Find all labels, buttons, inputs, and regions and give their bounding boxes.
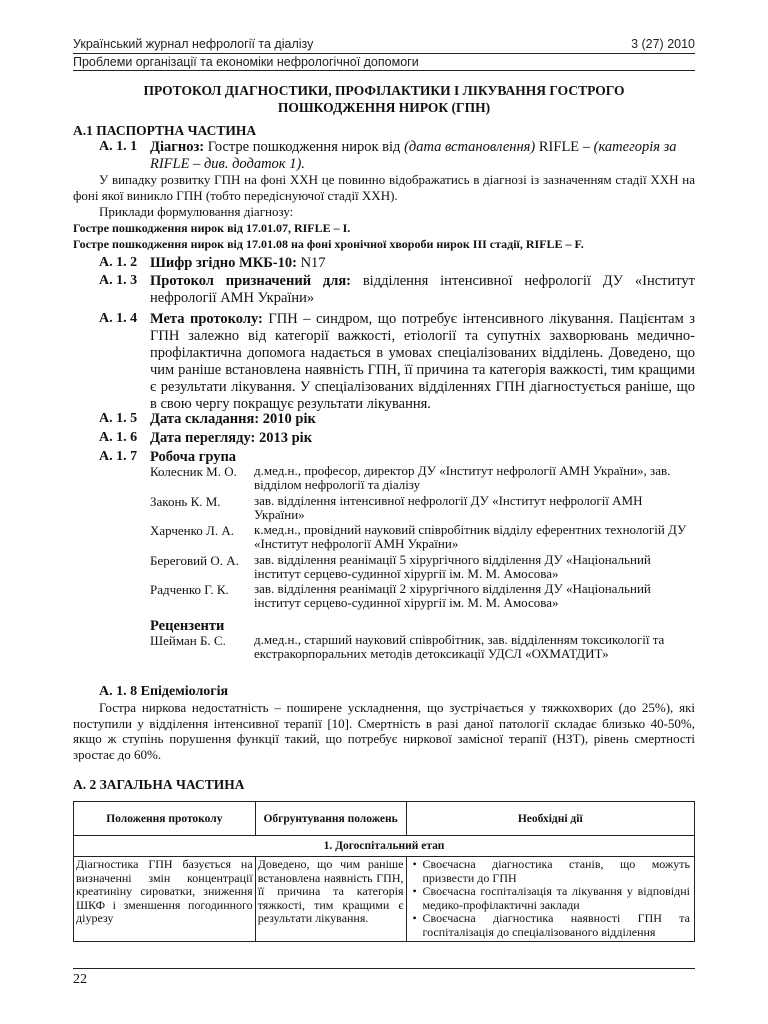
table-header-row [74, 802, 695, 836]
item-num-review: А. 1. 6 [99, 430, 138, 445]
member-desc: зав. відділення інтенсивної нефрології ДУ «Інститут нефрології АМН України» [254, 493, 643, 522]
member-desc: к.мед.н., провідний науковий співробітник відділу еферентних технологій ДУ «Інститут нефрології АМН України» [254, 522, 687, 551]
document-title [73, 82, 695, 116]
protocol-table [73, 801, 695, 942]
diagnosis-text-2: RIFLE – [535, 139, 594, 155]
title-line-2: ПОШКОДЖЕННЯ НИРОК (ГПН) [277, 100, 491, 115]
list-item: • Своєчасна діагностика станів, що можуть призвести до ГПН [423, 858, 691, 885]
member-name: Береговий О. А. [150, 553, 239, 568]
member-desc: д.мед.н., професор, директор ДУ «Інститут нефрології АМН України», зав. відділом нефрології та діалізу [254, 463, 671, 492]
header-rule-bottom [73, 70, 695, 71]
list-item: • Своєчасна діагностика наявності ГПН та госпіталізація до спеціалізованого відділення [423, 912, 691, 939]
diagnosis-label: Діагноз: [150, 139, 205, 155]
table-stage-row [74, 836, 695, 857]
issue-number: 3 (27) 2010 [631, 37, 695, 51]
reviewers-label: Рецензенти [150, 618, 225, 634]
created-date: Дата складання: 2010 рік [150, 411, 316, 427]
example-1: Гостре пошкодження нирок від 17.01.07, RIFLE – I. [73, 221, 351, 235]
item-num-group: А. 1. 7 [99, 449, 138, 464]
review-date: Дата перегляду: 2013 рік [150, 430, 313, 446]
epidemiology-text: Гостра ниркова недостатність – поширене ускладнення, що зустрічається у тяжкохворих (до 25%), які поступили у відділення інтенсивної терапії [10]. Смертність в разі даної патології складає близько 40-50%, якщо ж ступінь порушення функції такий, що потребує ниркової замісної терапії (НЗТ), рівень смертності зростає до 60%. [73, 700, 695, 762]
goal-label: Мета протоколу: [150, 311, 263, 327]
epidemiology-heading: А. 1. 8 Епідеміологія [99, 684, 229, 699]
purpose-value: відділення інтенсивної нефрології ДУ «Інститут нефрології АМН України» [150, 273, 695, 306]
goal-block [150, 311, 695, 413]
icd-label: Шифр згідно МКБ-10: [150, 255, 297, 271]
reviewer-desc: д.мед.н., старший науковий співробітник, зав. відділенням токсикології та екстракорпоральних методів детоксикації УДСЛ «ОХМАТДИТ» [254, 632, 665, 661]
working-group-label: Робоча група [150, 449, 237, 465]
table-cell-rationale: Доведено, що чим раніше встановлена наявність ГПН, її причина та категорія тяжкості, тим кращими є результати лікування. [255, 857, 406, 942]
actions-list [409, 858, 693, 939]
member-name: Харченко Л. А. [150, 523, 234, 538]
item-num-icd: А. 1. 2 [99, 255, 138, 270]
item-num-goal: А. 1. 4 [99, 311, 138, 326]
table-header-cell: Необхідні дії [406, 802, 695, 836]
table-header-cell: Обгрунтування положень [255, 802, 406, 836]
diagnosis-block [150, 139, 695, 173]
member-name: Радченко Г. К. [150, 582, 229, 597]
item-num-created: А. 1. 5 [99, 411, 138, 426]
member-desc: зав. відділення реанімації 5 хірургічного відділення ДУ «Національний інститут серцево-судинної хірургії ім. М. М. Амосова» [254, 552, 651, 581]
diagnosis-italic-2: (категорія за RIFLE – див. додаток 1). [150, 139, 677, 172]
title-line-1: ПРОТОКОЛ ДІАГНОСТИКИ, ПРОФІЛАКТИКИ І ЛІКУВАННЯ ГОСТРОГО [143, 83, 625, 98]
table-header-cell: Положення протоколу [74, 802, 256, 836]
item-num-purpose: А. 1. 3 [99, 273, 138, 288]
icd-block [150, 255, 695, 272]
examples-intro: Приклади формулювання діагнозу: [99, 204, 294, 219]
stage-label: 1. Догоспітальний етап [74, 836, 695, 857]
diagnosis-note: У випадку розвитку ГПН на фоні ХХН це повинно відображатись в діагнозі із зазначенням стадії ХХН на фоні якої виникло ГПН (тобто передіснуючої стадії ХХН). [73, 172, 695, 203]
member-name: Законь К. М. [150, 494, 221, 509]
table-cell-actions [406, 857, 695, 942]
member-desc: зав. відділення реанімації 2 хірургічного відділення ДУ «Національний інститут серцево-судинної хірургії ім. М. М. Амосова» [254, 581, 651, 610]
example-2: Гостре пошкодження нирок від 17.01.08 на фоні хронічної хвороби нирок III стадії, RIFLE – F. [73, 237, 584, 251]
diagnosis-italic-1: (дата встановлення) [404, 139, 536, 155]
icd-value: N17 [296, 255, 326, 271]
journal-title: Український журнал нефрології та діалізу [73, 37, 314, 51]
header-rule-top [73, 53, 695, 54]
member-name: Колесник М. О. [150, 464, 237, 479]
table-cell-provision: Діагностика ГПН базується на визначенні змін концентрації креатиніну сироватки, зниження ШКФ і зменшення погодинного діурезу [74, 857, 256, 942]
diagnosis-text-1: Гостре пошкодження нирок від [204, 139, 405, 155]
table-row [74, 857, 695, 942]
section-a1-heading: А.1 ПАСПОРТНА ЧАСТИНА [73, 123, 257, 138]
footer-rule [73, 968, 695, 969]
purpose-block [150, 273, 695, 307]
item-num-diagnosis: А. 1. 1 [99, 139, 138, 154]
reviewer-name: Шейман Б. С. [150, 633, 226, 648]
list-item: • Своєчасна госпіталізація та лікування у відповідні медико-профілактичні заклади [423, 885, 691, 912]
goal-value: ГПН – синдром, що потребує інтенсивного лікування. Пацієнтам з ГПН залежно від категорії важкості, етіології та супутніх захворювань медично-профілактична допомога надається в умовах спеціалізованих відділень. Доведено, що чим раніше встановлена наявність ГПН, її причина та категорія важкості, тим кращими є результати лікування. У спеціалізованих відділеннях ГПН діагностується раніше, що в свою чергу покращує результати лікування. [150, 311, 695, 412]
page-number: 22 [73, 972, 87, 987]
purpose-label: Протокол призначений для: [150, 273, 352, 289]
section-title: Проблеми організації та економіки нефрологічної допомоги [73, 55, 419, 69]
section-a2-heading: А. 2 ЗАГАЛЬНА ЧАСТИНА [73, 777, 245, 792]
